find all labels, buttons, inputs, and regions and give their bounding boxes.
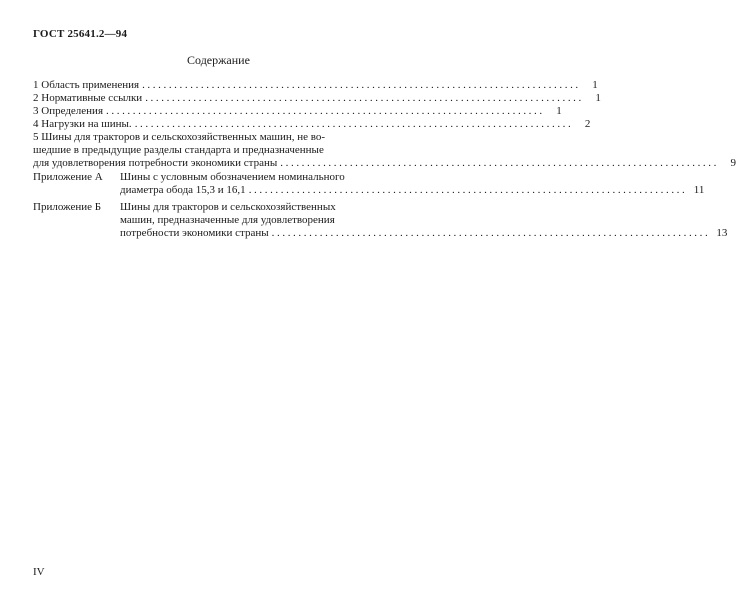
toc-entry-line: диаметра обода 15,3 и 16,1 — [120, 184, 246, 196]
toc-entry-1[interactable] — [33, 79, 598, 92]
toc-leader: .................................................................................. — [248, 184, 688, 196]
toc-entry-line: Шины с условным обозначением номинального — [120, 171, 345, 183]
toc-page-number: 11 — [693, 184, 705, 196]
toc-entry-text: 3 Определения — [33, 105, 104, 117]
table-of-contents — [33, 79, 736, 240]
toc-leader: .................................................................................. — [106, 105, 545, 117]
toc-entry-line: шедшие в предыдущие разделы стандарта и предназначенные — [33, 144, 324, 156]
toc-entry-line: потребности экономики страны — [120, 227, 269, 239]
toc-entry-line: машин, предназначенные для удовлетворения — [120, 214, 335, 226]
toc-page-number: 13 — [716, 227, 728, 239]
appendix-label: Приложение А — [33, 171, 103, 183]
toc-leader: .................................................................................. — [134, 118, 574, 130]
standard-designation: ГОСТ 25641.2—94 — [33, 28, 128, 40]
toc-page-number: 1 — [592, 79, 598, 91]
toc-entry-2[interactable] — [33, 92, 601, 105]
toc-page-number: 2 — [584, 118, 591, 130]
toc-page-number: 1 — [556, 105, 562, 117]
toc-entry-3[interactable] — [33, 105, 562, 118]
page-title: Содержание — [187, 53, 250, 67]
toc-entry-line: Шины для тракторов и сельскохозяйственных — [120, 201, 336, 213]
toc-entry-text: 2 Нормативные ссылки — [33, 92, 143, 104]
toc-leader: .................................................................................. — [280, 157, 719, 169]
toc-entry-5[interactable] — [33, 131, 736, 170]
toc-appendix-b[interactable] — [33, 201, 728, 240]
page-number-roman: IV — [33, 566, 45, 578]
toc-leader: .................................................................................. — [145, 92, 584, 104]
appendix-label: Приложение Б — [33, 201, 102, 213]
toc-page-number: 9 — [730, 157, 736, 169]
toc-page-number: 1 — [595, 92, 601, 104]
toc-entry-4[interactable] — [33, 118, 591, 131]
toc-leader: .................................................................................. — [142, 79, 581, 91]
toc-appendix-a[interactable] — [33, 171, 705, 197]
toc-leader: .................................................................................. — [271, 227, 711, 239]
toc-entry-text: 1 Область применения — [33, 79, 140, 91]
toc-entry-line: 5 Шины для тракторов и сельскохозяйственных машин, не во- — [33, 131, 326, 143]
toc-entry-line: для удовлетворения потребности экономики страны — [33, 157, 278, 169]
toc-entry-text: 4 Нагрузки на шины. — [33, 118, 132, 130]
